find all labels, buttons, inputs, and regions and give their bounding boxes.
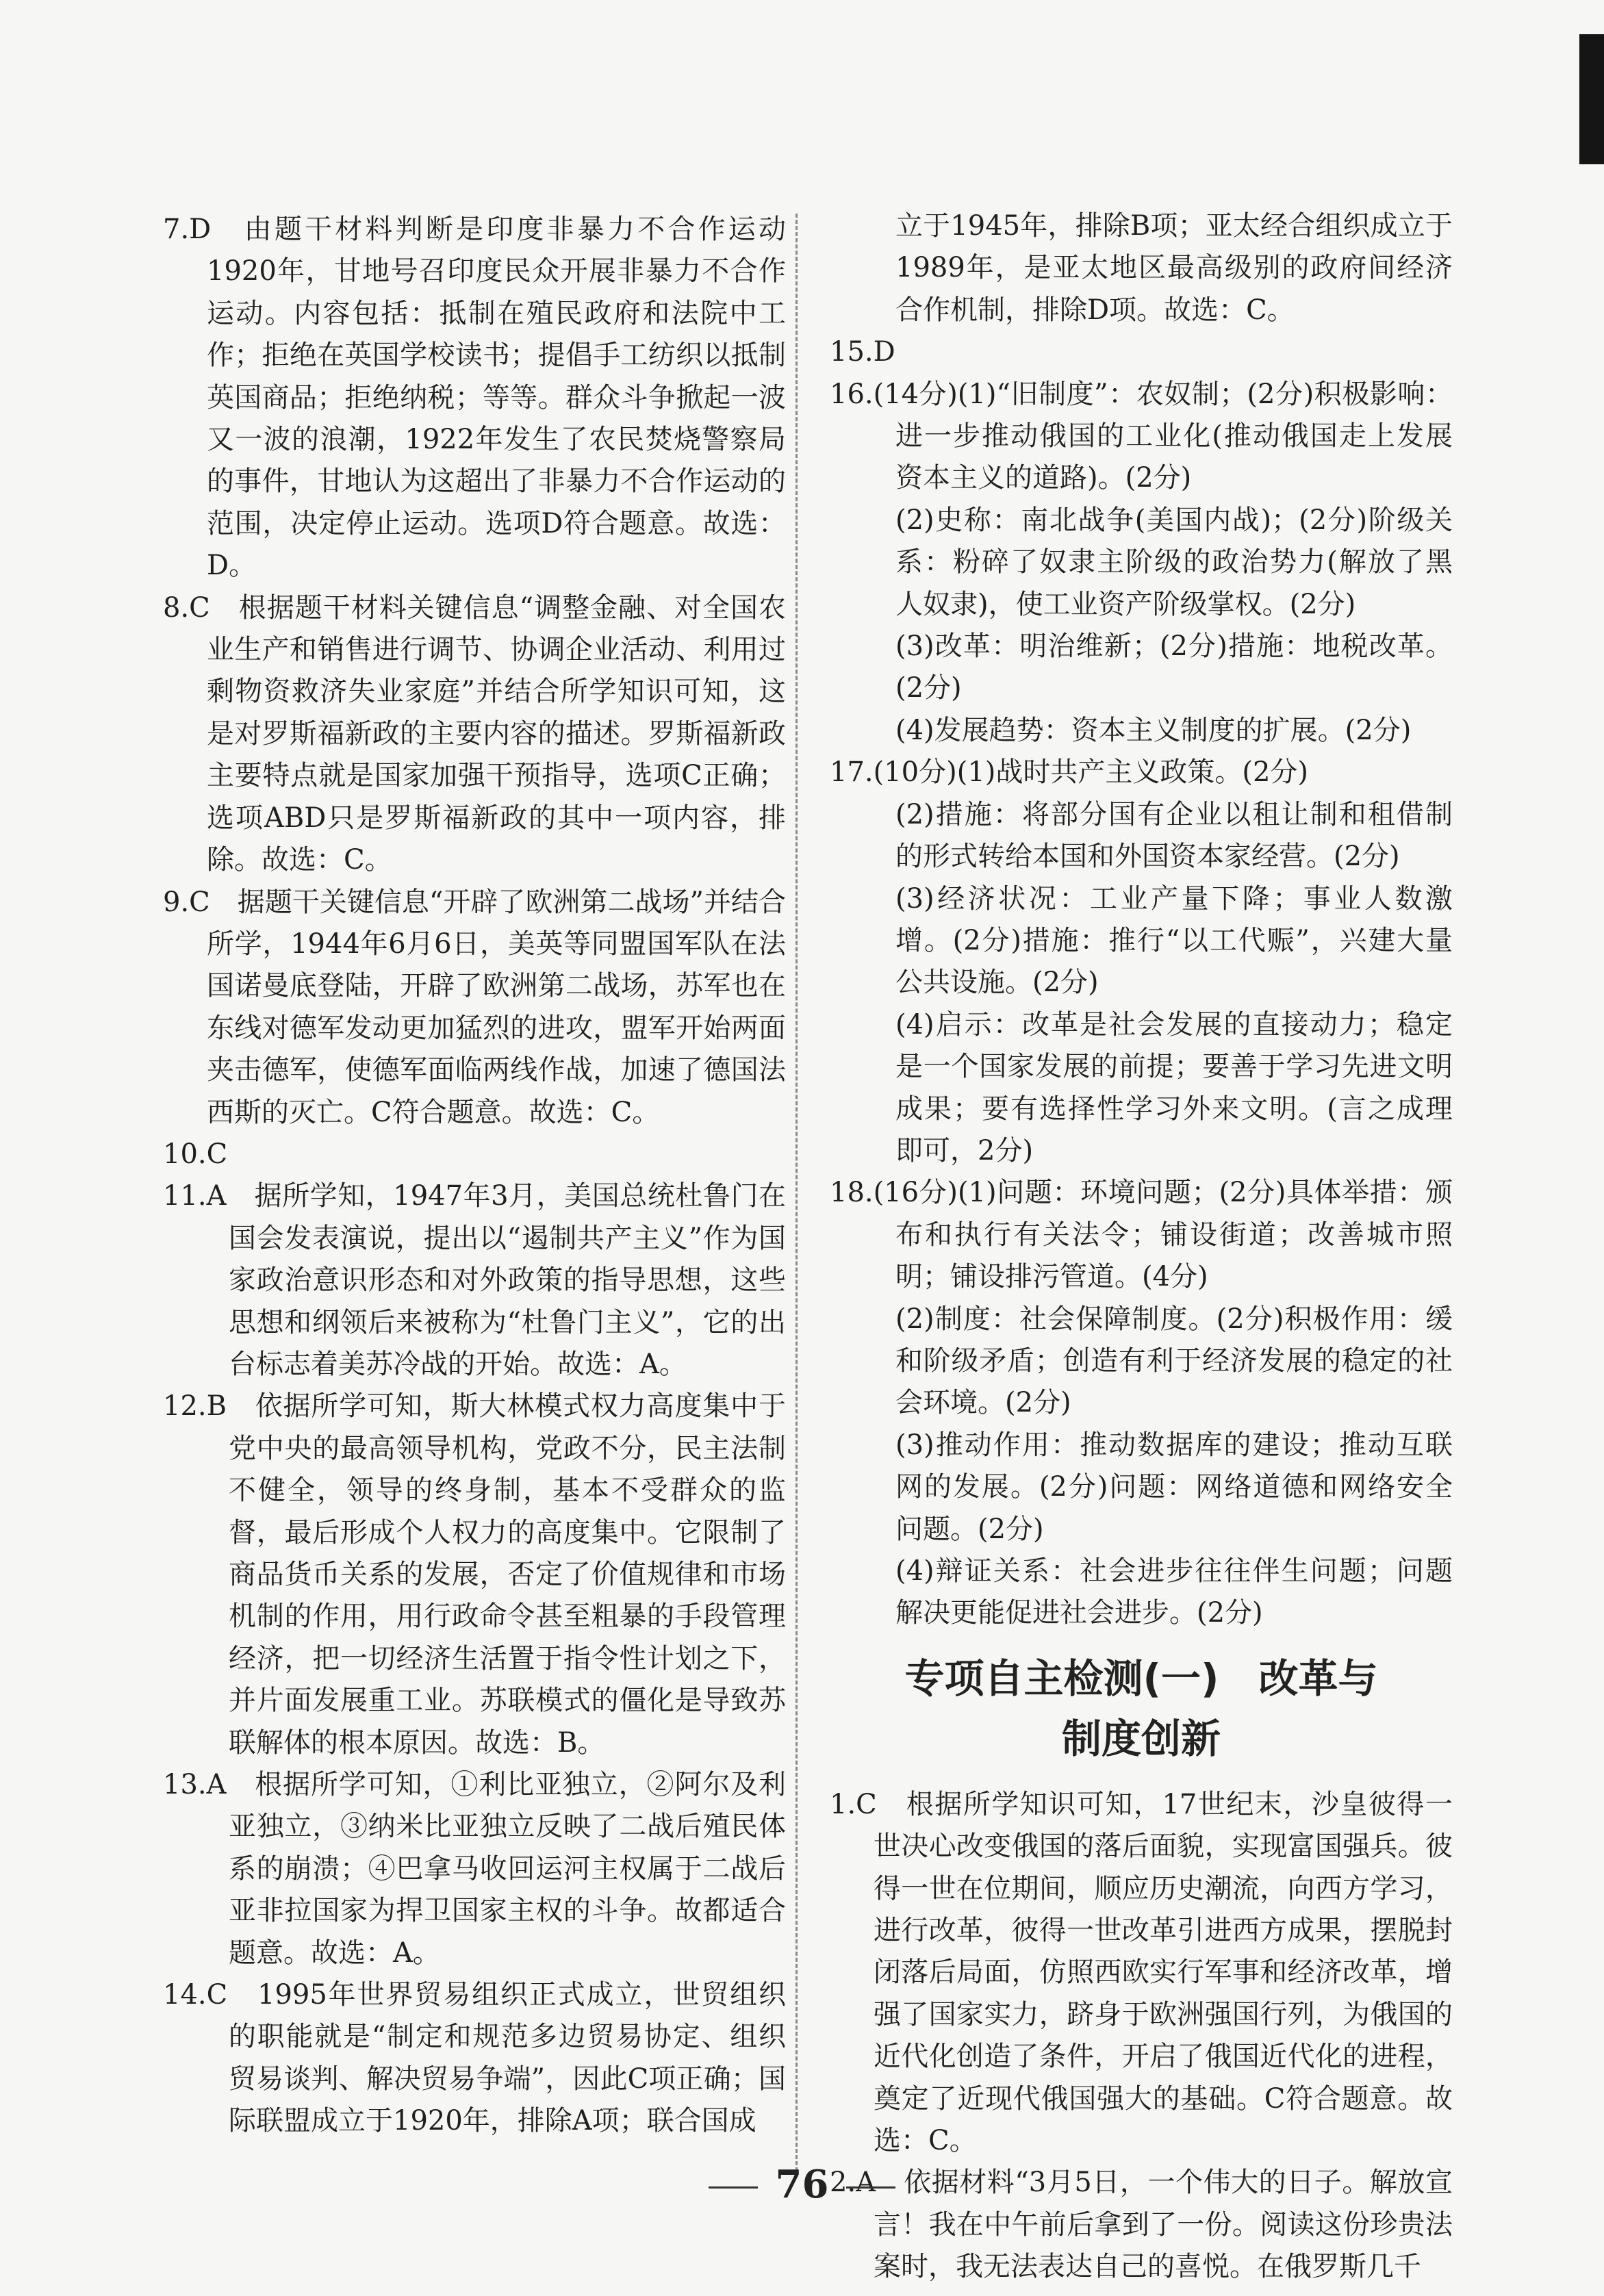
section-title-line-2: 制度创新 [1061,1715,1221,1762]
section-title [830,1648,1453,1769]
left-column [163,209,786,2143]
answer-17-part-3: (3)经济状况：工业产量下降；事业人数激增。(2分)措施：推行“以工代赈”，兴建大量公共设施。(2分) [895,882,1453,999]
answer-16-part-2: (2)史称：南北战争(美国内战)；(2分)阶级关系：粉碎了奴隶主阶级的政治势力(解放了黑人奴隶)，使工业资产阶级掌权。(2分) [895,504,1453,620]
answer-14: 14.C 1995年世界贸易组织正式成立，世贸组织的职能就是“制定和规范多边贸易协定、组织贸易谈判、解决贸易争端”，因此C项正确；国际联盟成立于1920年，排除A项；联合国成 [163,1979,786,2137]
answer-14-continued: 立于1945年，排除B项；亚太经合组织成立于1989年，是亚太地区最高级别的政府间经济合作机制，排除D项。故选：C。 [895,210,1453,326]
page-number-dash-left [709,2186,758,2189]
answer-9: 9.C 据题干关键信息“开辟了欧洲第二战场”并结合所学，1944年6月6日，美英等同盟国军队在法国诺曼底登陆，开辟了欧洲第二战场，苏军也在东线对德军发动更加猛烈的进攻，盟军开始两面夹击德军，使德军面临两线作战，加速了德国法西斯的灭亡。C符合题意。故选：C。 [163,886,786,1128]
answer-16-part-4: (4)发展趋势：资本主义制度的扩展。(2分) [895,714,1412,746]
answer-18-part-2: (2)制度：社会保障制度。(2分)积极作用：缓和阶级矛盾；创造有利于经济发展的稳定的社会环境。(2分) [895,1303,1453,1419]
column-divider [795,214,798,2171]
page-number-value: 76 [775,2162,829,2207]
answer-18-part-4: (4)辩证关系：社会进步往往伴生问题；问题解决更能促进社会进步。(2分) [895,1555,1453,1629]
answer-13: 13.A 根据所学可知，①利比亚独立，②阿尔及利亚独立，③纳米比亚独立反映了二战后殖民体系的崩溃；④巴拿马收回运河主权属于二战后亚非拉国家为捍卫国家主权的斗争。故都适合题意。故选：A。 [163,1769,786,1969]
section-answer-1: 1.C 根据所学知识可知，17世纪末，沙皇彼得一世决心改变俄国的落后面貌，实现富国强兵。彼得一世在位期间，顺应历史潮流，向西方学习，进行改革，彼得一世改革引进西方成果，摆脱封闭落后局面，仿照西欧实行军事和经济改革，增强了国家实力，跻身于欧洲强国行列，为俄国的近代化创造了条件，开启了俄国近代化的进程，奠定了近现代俄国强大的基础。C符合题意。故选：C。 [830,1788,1453,2157]
answer-17-part-2: (2)措施：将部分国有企业以租让制和租借制的形式转给本国和外国资本家经营。(2分) [895,798,1453,873]
answer-8: 8.C 根据题干材料关键信息“调整金融、对全国农业生产和销售进行调节、协调企业活动、利用过剩物资救济失业家庭”并结合所学知识可知，这是对罗斯福新政的主要内容的描述。罗斯福新政主要特点就是国家加强干预指导，选项C正确；选项ABD只是罗斯福新政的其中一项内容，排除。故选：C。 [163,591,786,876]
answer-7: 7.D 由题干材料判断是印度非暴力不合作运动1920年，甘地号召印度民众开展非暴力不合作运动。内容包括：抵制在殖民政府和法院中工作；拒绝在英国学校读书；提倡手工纺织以抵制英国商品；拒绝纳税；等等。群众斗争掀起一波又一波的浪潮，1922年发生了农民焚烧警察局的事件，甘地认为这超出了非暴力不合作运动的范围，决定停止运动。选项D符合题意。故选：D。 [163,214,786,582]
answer-17-part-4: (4)启示：改革是社会发展的直接动力；稳定是一个国家发展的前提；要善于学习先进文明成果；要有选择性学习外来文明。(言之成理即可，2分) [895,1008,1453,1166]
scan-edge-mark [1579,34,1604,164]
page-number [0,2162,1604,2207]
answer-17: 17.(10分)(1)战时共产主义政策。(2分) [830,756,1309,789]
answer-16: 16.(14分)(1)“旧制度”：农奴制；(2分)积极影响：进一步推动俄国的工业化(推动俄国走上发展资本主义的道路)。(2分) [830,378,1453,494]
answer-15: 15.D [830,336,895,368]
answer-18-part-3: (3)推动作用：推动数据库的建设；推动互联网的发展。(2分)问题：网络道德和网络安全问题。(2分) [895,1429,1453,1545]
page-number-dash-right [846,2186,895,2189]
section-title-line-1: 专项自主检测(一) 改革与 [904,1655,1378,1702]
answer-16-part-3: (3)改革：明治维新；(2分)措施：地税改革。(2分) [895,630,1453,704]
right-column [830,205,1453,2288]
answer-11: 11.A 据所学知，1947年3月，美国总统杜鲁门在国会发表演说，提出以“遏制共产主义”作为国家政治意识形态和对外政策的指导思想，这些思想和纲领后来被称为“杜鲁门主义”，它的出台标志着美苏冷战的开始。故选：A。 [163,1180,786,1380]
answer-10: 10.C [163,1138,228,1170]
answer-18: 18.(16分)(1)问题：环境问题；(2分)具体举措：颁布和执行有关法令；铺设街道；改善城市照明；铺设排污管道。(4分) [830,1177,1453,1293]
answer-12: 12.B 依据所学可知，斯大林模式权力高度集中于党中央的最高领导机构，党政不分，民主法制不健全，领导的终身制，基本不受群众的监督，最后形成个人权力的高度集中。它限制了商品货币关系的发展，否定了价值规律和市场机制的作用，用行政命令甚至粗暴的手段管理经济，把一切经济生活置于指令性计划之下，并片面发展重工业。苏联模式的僵化是导致苏联解体的根本原因。故选：B。 [163,1390,786,1759]
section-answer-2: 2.A 依据材料“3月5日，一个伟大的日子。解放宣言！我在中午前后拿到了一份。阅读这份珍贵法案时，我无法表达自己的喜悦。在俄罗斯几千 [830,2167,1453,2283]
